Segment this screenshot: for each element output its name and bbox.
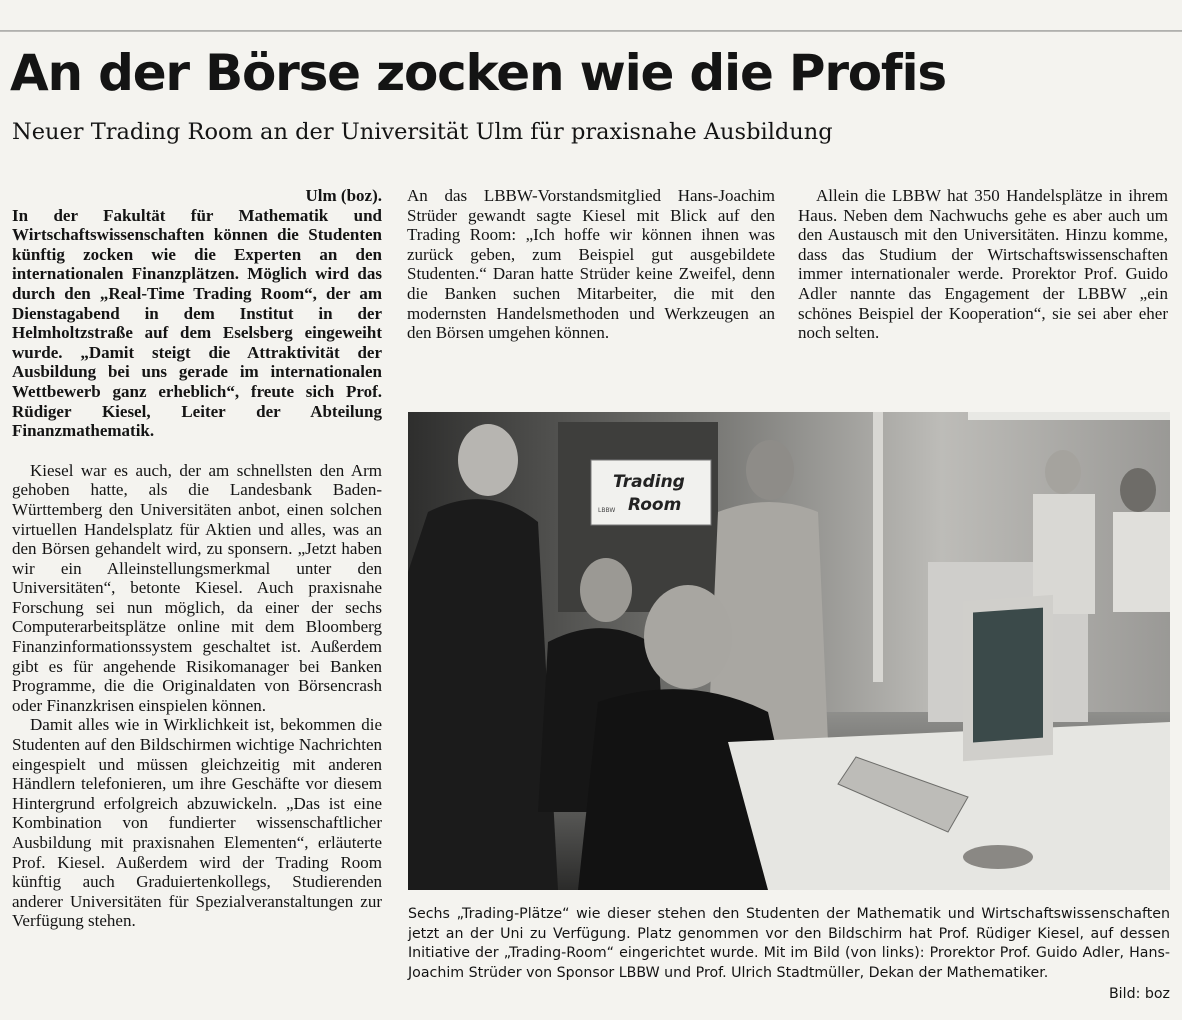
body-paragraph: Damit alles wie in Wirklichkeit ist, bekommen die Studenten auf den Bildschirmen wichtige Nachrichten eingespielt und müssen gleichzeitig mit anderen Händlern telefonieren, um ihre Geschäfte vor diesem Hintergrund erfolgreich abzuwickeln. „Das ist eine Kombination von fundierter wissenschaftlicher Ausbildung mit praxisnahen Elementen“, erläuterte Prof. Kiesel. Außerdem wird der Trading Room künftig auch Graduiertenkollegs, Studierenden anderer Universitäten für Spezialveranstaltungen zur Verfügung stehen. xyxy=(12,715,382,931)
monitor-screen xyxy=(973,608,1043,743)
sign-text-room: Room xyxy=(628,495,682,515)
body-paragraph: Allein die LBBW hat 350 Handelsplätze in ihrem Haus. Neben dem Nachwuchs gehe es aber auch um den Austausch mit den Universitäten. Hinzu komme, dass das Studium der Wirtschaftswissenschaften immer internationaler werde. Prorektor Prof. Guido Adler nannte das Engagement der LBBW „ein schönes Beispiel der Kooperation“, sie sei aber eher noch selten. xyxy=(798,186,1168,343)
lead-paragraph: In der Fakultät für Mathematik und Wirtschaftswissenschaften können die Studenten künftig zocken wie die Experten an den internationalen Finanzplätzen. Möglich wird das durch den „Real-Time Trading Room“, der am Dienstagabend in dem Institut in der Helmholtzstraße auf dem Eselsberg eingeweiht wurde. „Damit steigt die Attraktivität der Ausbildung bei uns gerade im internationalen Wettbewerb ganz erheblich“, freute sich Prof. Rüdiger Kiesel, Leiter der Abteilung Finanzmathematik. xyxy=(12,205,382,441)
text-column-1 xyxy=(12,186,382,931)
photo-illustration xyxy=(408,412,1170,890)
body-paragraph: Kiesel war es auch, der am schnellsten den Arm gehoben hatte, als die Landesbank Baden-Württemberg den Universitäten anbot, einen solchen virtuellen Handelsplatz für Aktien und alles, was an den Börsen gehandelt wird, zu sponsern. „Jetzt haben wir ein Alleinstellungsmerkmal unter den Universitäten“, betonte Kiesel. Auch praxisnahe Forschung sei nun möglich, da einer der sechs Computerarbeitsplätze online mit dem Bloomberg Finanzinformationssystem geschaltet ist. Außerdem gibt es für angehende Risikomanager bei Banken Programme, die die Originaldaten von Börsencrash oder Finanzkrisen einspielen können. xyxy=(12,460,382,715)
page-rule xyxy=(0,30,1182,32)
photo-credit: Bild: boz xyxy=(1108,986,1170,1002)
dateline: Ulm (boz). xyxy=(305,186,382,205)
headline: An der Börse zocken wie die Profis xyxy=(10,44,946,102)
subheadline: Neuer Trading Room an der Universität Ulm für praxisnahe Ausbildung xyxy=(12,119,833,145)
sign-text-lbbw: LBBW xyxy=(598,507,616,514)
body-paragraph: An das LBBW-Vorstandsmitglied Hans-Joachim Strüder gewandt sagte Kiesel mit Blick auf den Trading Room: „Ich hoffe wir können ihnen was zurück geben, zum Beispiel gut ausgebildete Studenten.“ Daran hatte Strüder keine Zweifel, denn die Banken suchen Mitarbeiter, die mit den modernsten Handelsmethoden und Werkzeugen an den Börsen umgehen können. xyxy=(407,186,775,343)
trading-room-sign xyxy=(591,460,711,525)
text-column-2 xyxy=(407,186,775,343)
bleed-through-top xyxy=(0,0,1182,31)
sign-text-trading: Trading xyxy=(613,472,685,492)
text-column-3 xyxy=(798,186,1168,343)
photo-caption: Sechs „Trading-Plätze“ wie dieser stehen den Studenten der Mathematik und Wirtschaftswissenschaften jetzt an der Uni zu Verfügung. Platz genommen vor den Bildschirm hat Prof. Rüdiger Kiesel, auf dessen Initiative der „Trading-Room“ eingerichtet wurde. Mit im Bild (von links): Prorektor Prof. Guido Adler, Hans-Joachim Strüder von Sponsor LBBW und Prof. Ulrich Stadtmüller, Dekan der Mathematiker. xyxy=(408,906,1170,981)
news-photo xyxy=(408,412,1170,890)
